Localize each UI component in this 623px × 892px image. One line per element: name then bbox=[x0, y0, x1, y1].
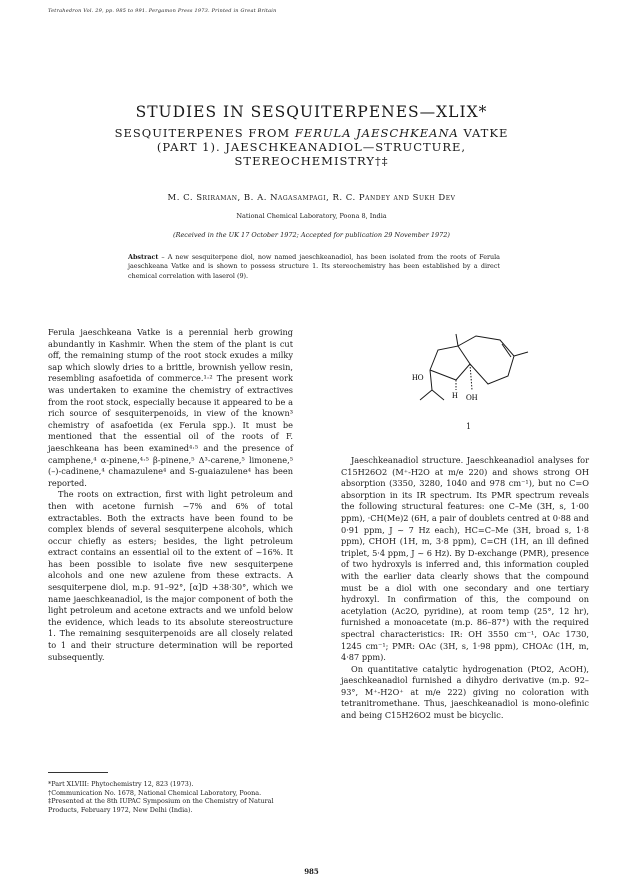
right-column bbox=[341, 455, 589, 722]
paragraph: Ferula jaeschkeana Vatke is a perennial herb growing abundantly in Kashmir. When the stem of the plant is cut off, the remaining stump of the root stock exudes a milky sap which slowly dries to a brittle, brownish yellow resin, resembling asafoetida of commerce.¹·² The present work was undertaken to examine the chemistry of extractives from the root stock, especially because it appeared to be a rich source of sesquiterpenoids, in view of the known³ chemistry of asafoetida (ex Ferula spp.). It must be mentioned that the essential oil of the roots of F. jaeschkeana has been examined⁴·⁵ and the presence of camphene,⁴ α-pinene,⁴·⁵ β-pinene,⁵ Δ³-carene,⁵ limonene,⁵ (–)-cadinene,⁴ chamazulene⁴ and S-guaiazulene⁴ has been reported. bbox=[48, 327, 293, 488]
journal-header: Tetrahedron Vol. 29, pp. 985 to 991. Pergamon Press 1973. Printed in Great Britain bbox=[48, 8, 277, 14]
structure-number: 1 bbox=[466, 422, 472, 431]
received-date: (Received in the UK 17 October 1972; Accepted for publication 29 November 1972) bbox=[173, 231, 450, 239]
paper-title: STUDIES IN SESQUITERPENES—XLIX* bbox=[135, 103, 488, 121]
abstract bbox=[128, 253, 500, 281]
paper-subtitle-line2: (PART 1). JAESCHKEANADIOL—STRUCTURE, bbox=[156, 140, 467, 154]
paper-subtitle-line3: STEREOCHEMISTRY†‡ bbox=[234, 154, 389, 168]
hydrogen-label: H bbox=[452, 391, 458, 400]
chemical-structure-diagram bbox=[410, 328, 540, 438]
hydroxyl-label: HO bbox=[412, 373, 424, 382]
paragraph: The roots on extraction, first with light petroleum and then with acetone furnish ~7% and 6% of total extractables. Both the extracts have been found to be complex blends of several sesquiterpene alcohols, which occur chiefly as esters; besides, the light petroleum extract contains an essential oil to the extent of ~16%. It has been possible to isolate five new sesquiterpene alcohols and one new azulene from these extracts. A sesquiterpene diol, m.p. 91–92°, [α]D +38·30°, which we name jaeschkeanadiol, is the major component of both the light petroleum and acetone extracts and we unfold below the evidence, which leads to its absolute stereostructure 1. The remaining sesquiterpenoids are all closely related to 1 and their structure determination will be reported subsequently. bbox=[48, 489, 293, 662]
author-list: M. C. Sriraman, B. A. Nagasampagi, R. C. Pandey and Sukh Dev bbox=[167, 193, 456, 203]
abstract-text: – A new sesquiterpene diol, now named jaeschkeanadiol, has been isolated from the roots of Ferula jaeschkeana Vatke and is shown to possess structure 1. Its stereochemistry has been established by a direct chemical correlation with laserol (9). bbox=[128, 253, 500, 280]
paper-subtitle: SESQUITERPENES FROM FERULA JAESCHKEANA VATKE bbox=[114, 126, 509, 140]
abstract-label: Abstract bbox=[128, 253, 159, 261]
affiliation: National Chemical Laboratory, Poona 8, India bbox=[236, 212, 387, 220]
left-column bbox=[48, 327, 293, 663]
paragraph: Jaeschkeanadiol structure. Jaeschkeanadiol analyses for C15H26O2 (M⁺-H2O at m/e 220) and shows strong OH absorption (3350, 3280, 1040 and 978 cm⁻¹), but no C=O absorption in its IR spectrum. Its PMR spectrum reveals the following structural features: one C–Me (3H, s, 1·00 ppm), ·CH(Me)2 (6H, a pair of doublets centred at 0·88 and 0·91 ppm, J ~ 7 Hz each), HC=C–Me (3H, broad s, 1·8 ppm), CHOH (1H, m, 3·8 ppm), C=CH (1H, an ill defined triplet, 5·4 ppm, J ~ 6 Hz). By D-exchange (PMR), presence of two hydroxyls is inferred and, this information coupled with the earlier data clearly shows that the compound must be a diol with one secondary and one tertiary hydroxyl. In confirmation of this, the compound on acetylation (Ac2O, pyridine), at room temp (25°, 12 hr), furnished a monoacetate (m.p. 86–87°) with the required spectral characteristics: IR: OH 3550 cm⁻¹, OAc 1730, 1245 cm⁻¹; PMR: OAc (3H, s, 1·98 ppm), CHOAc (1H, m, 4·87 ppm). bbox=[341, 455, 589, 663]
footnote: *Part XLVIII: Phytochemistry 12, 823 (1973). bbox=[48, 780, 194, 788]
page-number: 985 bbox=[304, 867, 319, 876]
paragraph: On quantitative catalytic hydrogenation (PtO2, AcOH), jaeschkeanadiol furnished a dihydro derivative (m.p. 92–93°, M⁺-H2O⁺ at m/e 222) giving no coloration with tetranitromethane. Thus, jaeschkeanadiol is mono-olefinic and being C15H26O2 must be bicyclic. bbox=[341, 663, 589, 721]
hydroxyl-label-2: OH bbox=[466, 393, 478, 402]
footnote: ‡Presented at the 8th IUPAC Symposium on the Chemistry of Natural Products, February 1972, New Delhi (India). bbox=[48, 797, 274, 814]
footnotes bbox=[48, 780, 295, 814]
footnote-rule bbox=[48, 772, 108, 773]
footnote: †Communication No. 1678, National Chemical Laboratory, Poona. bbox=[48, 788, 262, 797]
